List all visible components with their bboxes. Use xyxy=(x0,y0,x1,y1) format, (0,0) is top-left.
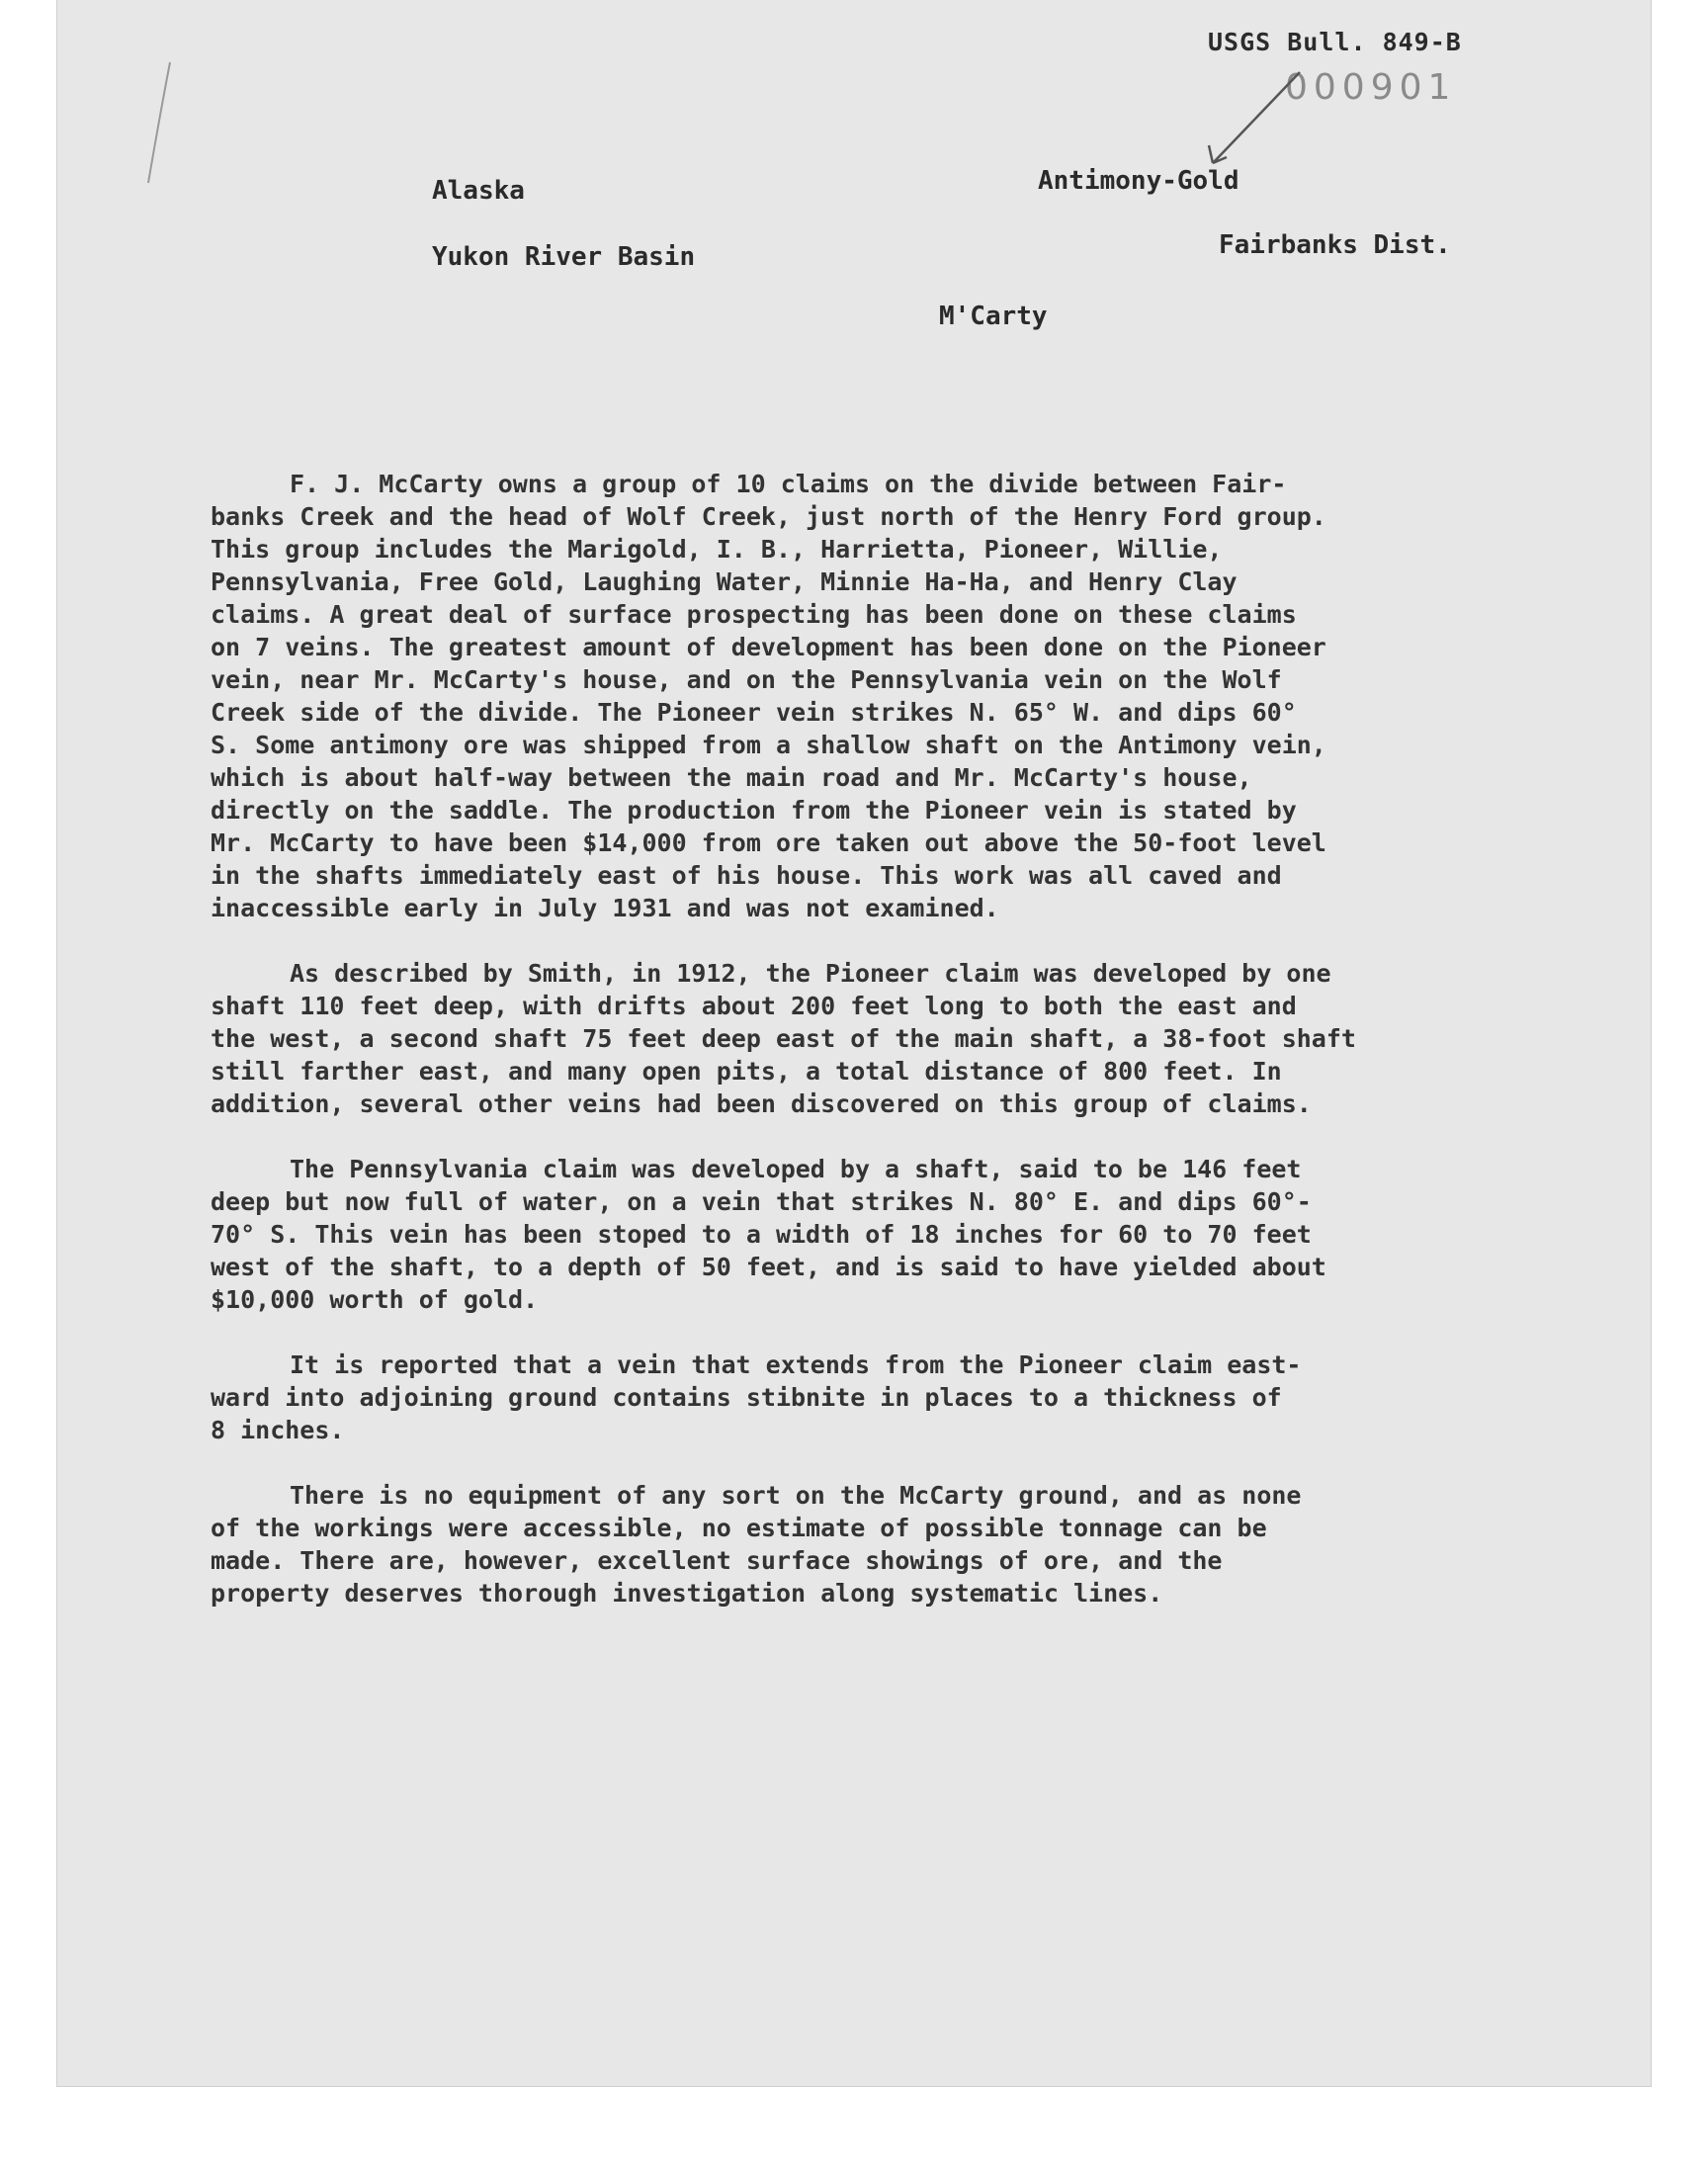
paragraph xyxy=(211,957,1495,1120)
text-line: made. There are, however, excellent surface showings of ore, and the xyxy=(211,1546,1223,1575)
text-line: of the workings were accessible, no estimate of possible tonnage can be xyxy=(211,1514,1267,1542)
bulletin-stamp: USGS Bull. 849-B xyxy=(1208,28,1462,56)
text-line: vein, near Mr. McCarty's house, and on the Pennsylvania vein on the Wolf xyxy=(211,665,1282,694)
file-number: 000901 xyxy=(1285,67,1457,108)
text-line: ward into adjoining ground contains stibnite in places to a thickness of xyxy=(211,1383,1282,1412)
text-line: Creek side of the divide. The Pioneer vein strikes N. 65° W. and dips 60° xyxy=(211,698,1297,727)
text-line: F. J. McCarty owns a group of 10 claims on the divide between Fair- xyxy=(290,470,1287,498)
state-heading: Alaska xyxy=(432,176,525,206)
region-heading: Yukon River Basin xyxy=(432,242,696,272)
text-line: directly on the saddle. The production from the Pioneer vein is stated by xyxy=(211,796,1297,825)
text-line: This group includes the Marigold, I. B., Harrietta, Pioneer, Willie, xyxy=(211,535,1223,564)
text-line: 8 inches. xyxy=(211,1416,345,1444)
text-line: shaft 110 feet deep, with drifts about 200 feet long to both the east and xyxy=(211,992,1297,1020)
paragraph xyxy=(211,468,1495,924)
district-heading: Fairbanks Dist. xyxy=(1219,230,1451,260)
text-line: The Pennsylvania claim was developed by a shaft, said to be 146 feet xyxy=(290,1155,1302,1183)
text-line: in the shafts immediately east of his house. This work was all caved and xyxy=(211,861,1282,890)
paragraph xyxy=(211,1479,1495,1610)
text-line: still farther east, and many open pits, a total distance of 800 feet. In xyxy=(211,1057,1282,1086)
commodity-heading: Antimony-Gold xyxy=(1038,166,1239,196)
text-line: Pennsylvania, Free Gold, Laughing Water, Minnie Ha-Ha, and Henry Clay xyxy=(211,567,1238,596)
text-line: addition, several other veins had been discovered on this group of claims. xyxy=(211,1089,1312,1118)
paragraph xyxy=(211,1348,1495,1446)
text-line: There is no equipment of any sort on the McCarty ground, and as none xyxy=(290,1481,1302,1510)
text-line: banks Creek and the head of Wolf Creek, just north of the Henry Ford group. xyxy=(211,502,1326,531)
text-line: As described by Smith, in 1912, the Pioneer claim was developed by one xyxy=(290,959,1331,988)
text-line: $10,000 worth of gold. xyxy=(211,1285,539,1314)
text-line: 70° S. This vein has been stoped to a width of 18 inches for 60 to 70 feet xyxy=(211,1220,1312,1249)
text-line: Mr. McCarty to have been $14,000 from ore taken out above the 50-foot level xyxy=(211,828,1326,857)
text-line: inaccessible early in July 1931 and was not examined. xyxy=(211,894,999,922)
text-line: property deserves thorough investigation along systematic lines. xyxy=(211,1579,1163,1608)
text-line: deep but now full of water, on a vein that strikes N. 80° E. and dips 60°- xyxy=(211,1187,1312,1216)
text-line: which is about half-way between the main road and Mr. McCarty's house, xyxy=(211,763,1252,792)
property-title: M'Carty xyxy=(939,302,1048,331)
text-line: It is reported that a vein that extends from the Pioneer claim east- xyxy=(290,1350,1302,1379)
paragraph xyxy=(211,1153,1495,1316)
text-line: S. Some antimony ore was shipped from a shallow shaft on the Antimony vein, xyxy=(211,731,1326,759)
text-line: on 7 veins. The greatest amount of development has been done on the Pioneer xyxy=(211,633,1326,661)
text-line: the west, a second shaft 75 feet deep east of the main shaft, a 38-foot shaft xyxy=(211,1024,1356,1053)
text-line: west of the shaft, to a depth of 50 feet, and is said to have yielded about xyxy=(211,1253,1326,1281)
text-line: claims. A great deal of surface prospecting has been done on these claims xyxy=(211,600,1297,629)
document-body xyxy=(211,468,1495,1642)
